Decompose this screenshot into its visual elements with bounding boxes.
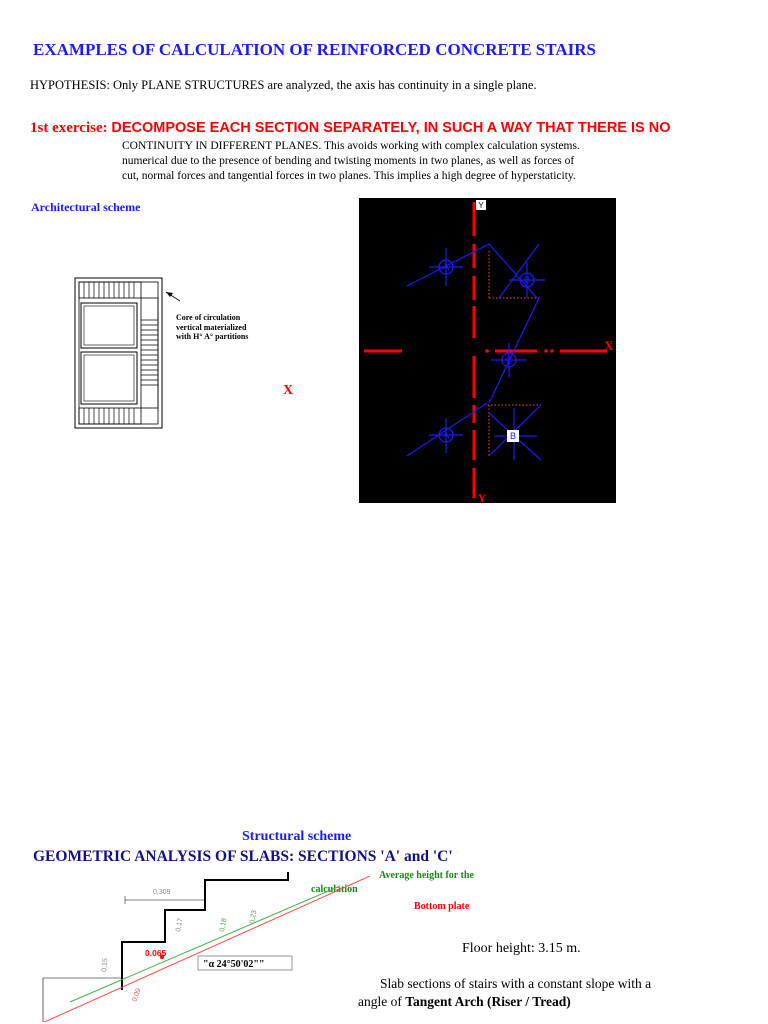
exercise-label: 1st exercise:: [30, 120, 108, 136]
x-axis-right-label: X: [604, 338, 614, 353]
core-note: Core of circulation vertical materialized with H° A° partitions: [176, 313, 249, 341]
slab-line-1: Slab sections of stairs with a constant slope with a: [380, 976, 652, 991]
dim-riser: 0,17: [175, 917, 185, 933]
exercise-heading: [30, 120, 671, 137]
slab-line-2-bold: Tangent Arch (Riser / Tread): [405, 994, 571, 1009]
dim-tread: 0,309: [153, 889, 171, 896]
node-label-c: C: [505, 355, 513, 365]
geometric-analysis-heading: GEOMETRIC ANALYSIS OF SLABS: SECTIONS 'A' and 'C': [33, 848, 453, 865]
average-height-label: Average height for the: [379, 870, 474, 881]
node-label-a-upper: A: [442, 262, 450, 272]
dim-slab: 0,23: [249, 909, 259, 925]
x-axis-label: X: [283, 383, 294, 398]
y-axis-bottom-label: Y: [477, 491, 487, 503]
exercise-body: [122, 139, 622, 184]
exercise-body-line: numerical due to the presence of bending and twisting moments in two planes, as well as forces of: [122, 155, 575, 167]
exercise-body-line: cut, normal forces and tangential forces in two planes. This implies a high degree of hyperstaticity.: [122, 170, 576, 182]
dim-left: 0,15: [101, 957, 110, 973]
dim-mid: 0,18: [219, 917, 229, 933]
node-label-b-lower: B: [509, 431, 517, 441]
node-label-a-lower: A: [442, 430, 450, 440]
dim-bottom: 0,09: [131, 987, 143, 1003]
dim-red: 0.065: [145, 948, 167, 958]
slab-line-2: [358, 993, 758, 1011]
floor-height: Floor height: 3.15 m.: [462, 941, 581, 956]
structural-scheme-label: Structural scheme: [242, 829, 352, 844]
calculation-label: calculation: [311, 884, 358, 895]
y-axis-top-label: Y: [478, 201, 484, 210]
axis-diagram: [359, 198, 616, 503]
architectural-scheme-label: Architectural scheme: [31, 200, 141, 214]
angle-label: "α 24°50'02"": [203, 959, 265, 970]
hypothesis-text: HYPOTHESIS: Only PLANE STRUCTURES are analyzed, the axis has continuity in a single plane.: [30, 78, 537, 92]
slab-line-2-prefix: angle of: [358, 994, 406, 1009]
node-label-b-upper: B: [523, 275, 531, 285]
page-title: EXAMPLES OF CALCULATION OF REINFORCED CONCRETE STAIRS: [33, 40, 596, 59]
slab-description: [358, 975, 758, 1011]
architectural-plan-drawing: [70, 270, 180, 435]
bottom-plate-label: Bottom plate: [414, 901, 470, 912]
exercise-heading-text: DECOMPOSE EACH SECTION SEPARATELY, IN SUCH A WAY THAT THERE IS NO: [111, 120, 671, 136]
exercise-body-line: CONTINUITY IN DIFFERENT PLANES. This avoids working with complex calculation systems.: [122, 140, 580, 152]
stair-section-drawing: [40, 872, 370, 1022]
